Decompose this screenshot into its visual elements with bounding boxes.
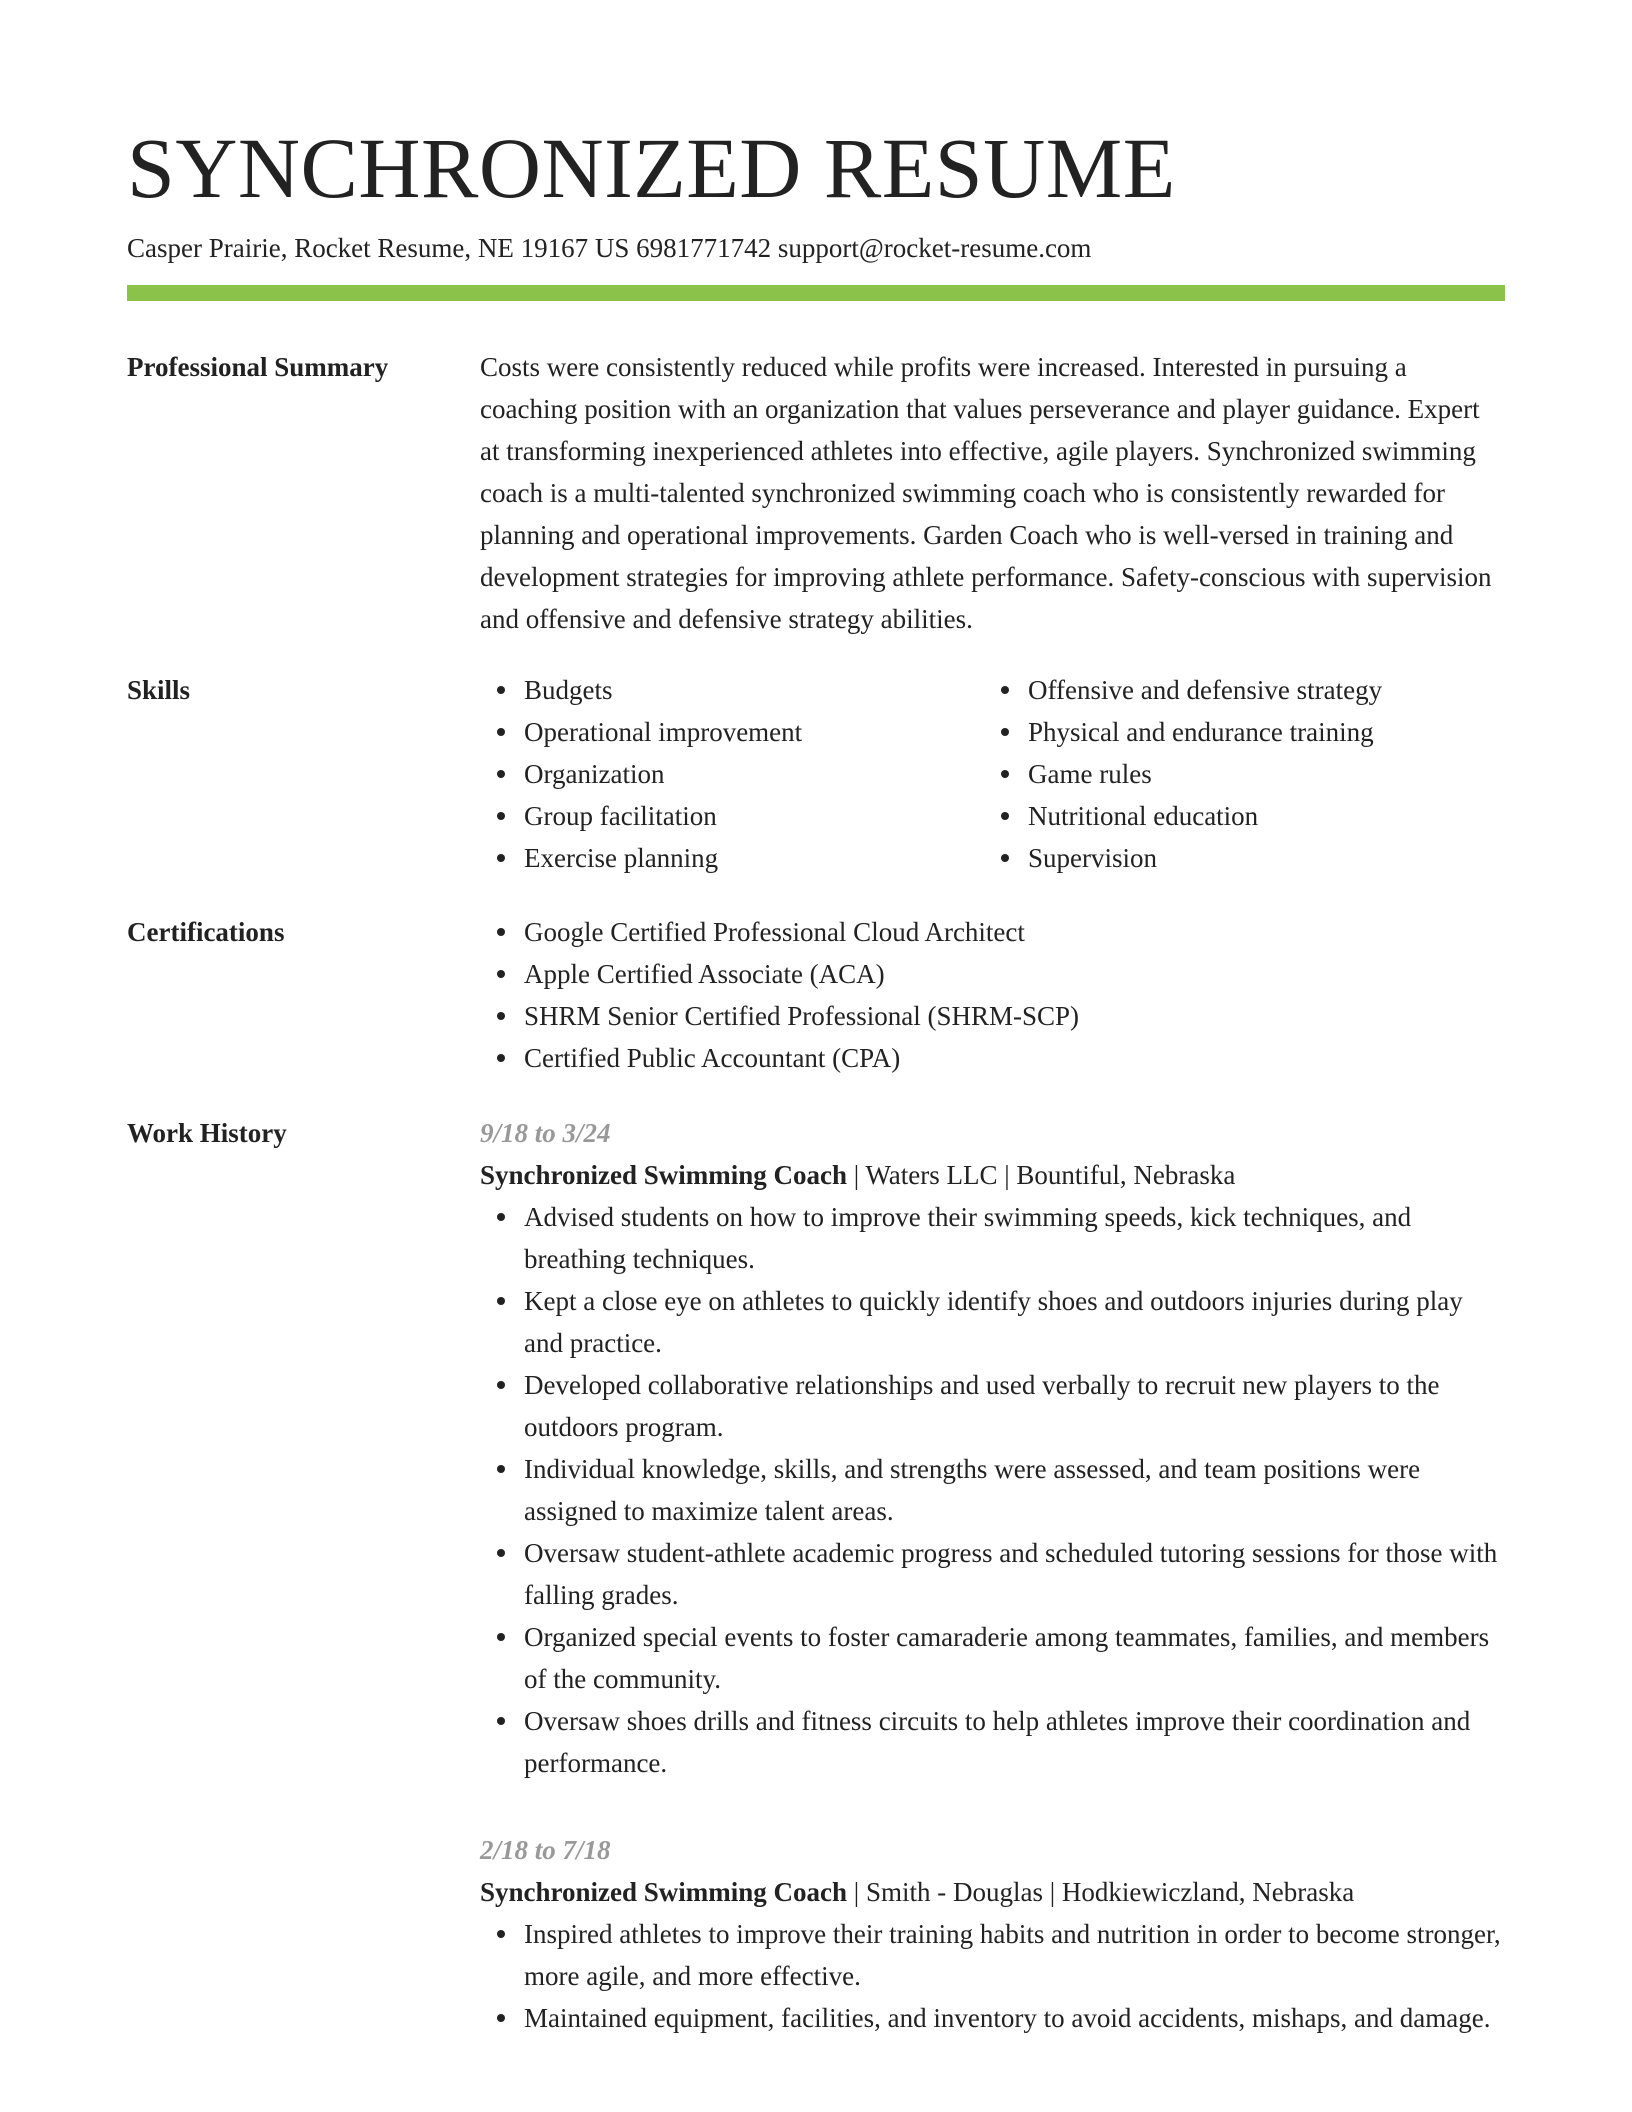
- skill-item: Game rules: [1028, 753, 1488, 795]
- certification-item: Google Certified Professional Cloud Architect: [524, 911, 1505, 953]
- skills-heading: Skills: [127, 675, 191, 705]
- job-bullet: Oversaw student-athlete academic progress and scheduled tutoring sessions for those with falling grades.: [524, 1532, 1505, 1616]
- summary-heading: Professional Summary: [127, 352, 389, 382]
- contact-info: Casper Prairie, Rocket Resume, NE 19167 US 6981771742 support@rocket-resume.com: [127, 233, 1092, 263]
- certifications-heading: Certifications: [127, 917, 285, 947]
- summary-text: Costs were consistently reduced while profits were increased. Interested in pursuing a coaching position with an organization that values perseverance and player guidance. Expert at transforming inexperienced athletes into effective, agile players. Synchronized swimming coach is a multi-talented synchronized swimming coach who is consistently rewarded for planning and operational improvements. Garden Coach who is well-versed in training and development strategies for improving athlete performance. Safety-conscious with supervision and offensive and defensive strategy abilities.: [480, 352, 1492, 634]
- skill-item: Operational improvement: [524, 711, 984, 753]
- job-entry: [480, 1829, 1505, 2039]
- job-bullet: Inspired athletes to improve their training habits and nutrition in order to become stronger, more agile, and more effective.: [524, 1913, 1505, 1997]
- job-bullet: Kept a close eye on athletes to quickly identify shoes and outdoors injuries during play and practice.: [524, 1280, 1505, 1364]
- job-employer-location: | Waters LLC | Bountiful, Nebraska: [847, 1160, 1236, 1190]
- job-dates: 9/18 to 3/24: [480, 1118, 611, 1148]
- job-bullet: Organized special events to foster camaraderie among teammates, families, and members of the community.: [524, 1616, 1505, 1700]
- job-title: Synchronized Swimming Coach: [480, 1160, 848, 1190]
- skill-item: Offensive and defensive strategy: [1028, 669, 1488, 711]
- skills-column-right: [984, 669, 1488, 879]
- skill-item: Supervision: [1028, 837, 1488, 879]
- certification-item: Apple Certified Associate (ACA): [524, 953, 1505, 995]
- summary-section: [480, 346, 1505, 640]
- skill-item: Physical and endurance training: [1028, 711, 1488, 753]
- job-bullet: Advised students on how to improve their swimming speeds, kick techniques, and breathing techniques.: [524, 1196, 1505, 1280]
- skill-item: Nutritional education: [1028, 795, 1488, 837]
- certification-item: Certified Public Accountant (CPA): [524, 1037, 1505, 1079]
- skills-section: [480, 669, 1505, 879]
- resume-name: SYNCHRONIZED RESUME: [127, 120, 1176, 216]
- job-employer-location: | Smith - Douglas | Hodkiewiczland, Nebraska: [847, 1877, 1355, 1907]
- skill-item: Group facilitation: [524, 795, 984, 837]
- certification-item: SHRM Senior Certified Professional (SHRM-SCP): [524, 995, 1505, 1037]
- certifications-section: [480, 911, 1505, 1079]
- skills-grid: [480, 669, 1505, 879]
- skill-item: Exercise planning: [524, 837, 984, 879]
- job-entry: [480, 1112, 1505, 1784]
- job-bullet: Maintained equipment, facilities, and inventory to avoid accidents, mishaps, and damage.: [524, 1997, 1505, 2039]
- job-bullet: Oversaw shoes drills and fitness circuits to help athletes improve their coordination and performance.: [524, 1700, 1505, 1784]
- job-dates: 2/18 to 7/18: [480, 1835, 611, 1865]
- skill-item: Organization: [524, 753, 984, 795]
- job-heading: [480, 1871, 1505, 1913]
- job-heading: [480, 1154, 1505, 1196]
- job-title: Synchronized Swimming Coach: [480, 1877, 848, 1907]
- job-bullet: Individual knowledge, skills, and strengths were assessed, and team positions were assigned to maximize talent areas.: [524, 1448, 1505, 1532]
- skill-item: Budgets: [524, 669, 984, 711]
- work-history-heading: Work History: [127, 1118, 287, 1148]
- header-accent-bar: [127, 285, 1505, 301]
- skills-column-left: [480, 669, 984, 879]
- job-bullet: Developed collaborative relationships and used verbally to recruit new players to the outdoors program.: [524, 1364, 1505, 1448]
